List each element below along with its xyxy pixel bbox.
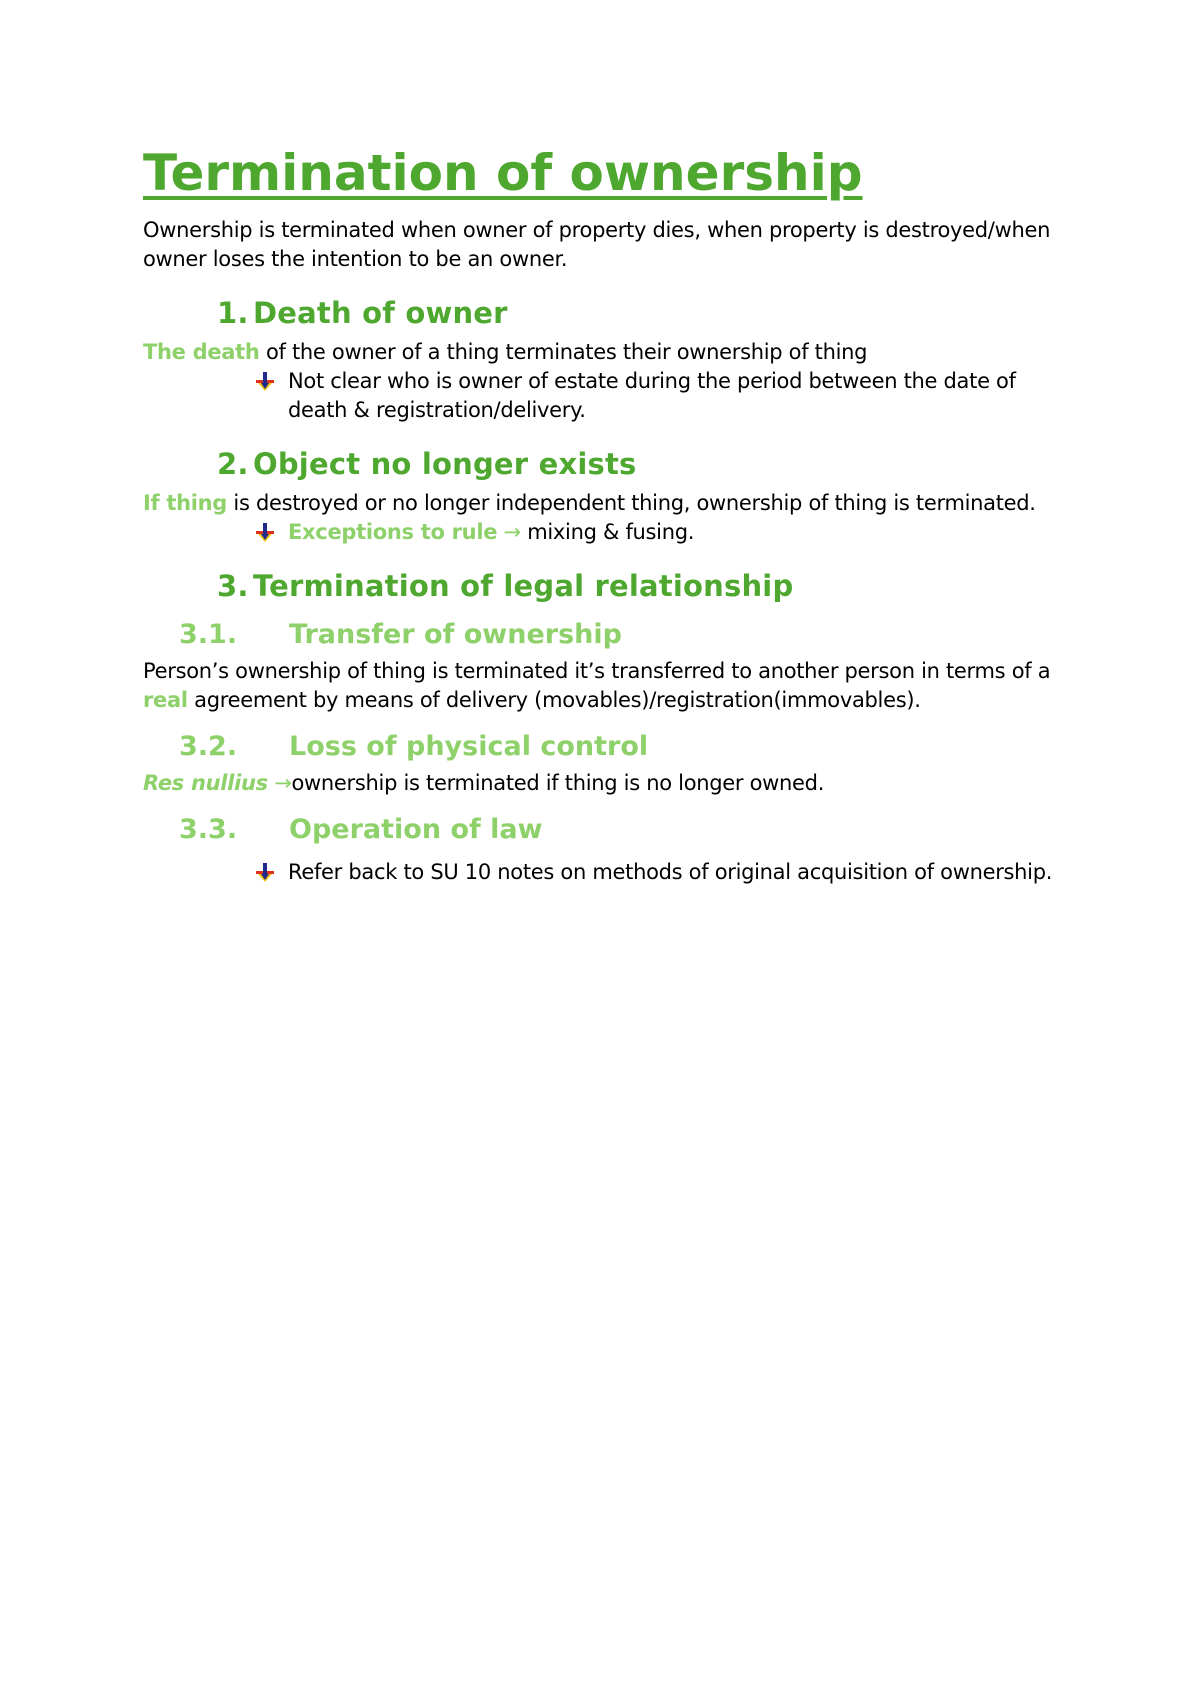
paragraph-text: agreement by means of delivery (movables)/registration(immovables). [187,688,921,712]
paragraph-text: ownership is terminated if thing is no longer owned. [291,771,825,795]
list-item [254,367,1080,425]
bullet-text: Refer back to SU 10 notes on methods of original acquisition of ownership. [288,860,1053,884]
subsection-3-1-paragraph [143,657,1080,715]
highlight-term: Res nullius [143,771,268,795]
subsection-number: 3.1. [179,619,238,650]
subsection-heading-text: Loss of physical control [289,731,649,762]
paragraph-text: Person’s ownership of thing is terminated it’s transferred to another person in terms of a [143,659,1051,683]
section-heading-object-no-longer-exists [217,447,1080,481]
highlight-term: If thing [143,491,228,515]
section-2-paragraph [143,489,1080,518]
intro-paragraph: Ownership is terminated when owner of property dies, when property is destroyed/when owner loses the intention to be an owner. [143,218,1051,271]
subsection-heading-loss-of-physical-control [179,731,1080,763]
section-heading-text: Object no longer exists [253,447,637,481]
down-arrow-bullet-icon [254,372,276,392]
section-heading-death-of-owner [217,296,1080,330]
section-1-paragraph [143,338,1080,367]
section-number: 1. [217,296,249,330]
highlight-term: real [143,688,188,712]
down-arrow-bullet-icon [254,863,276,883]
section-heading-text: Termination of legal relationship [253,569,794,603]
highlight-term: Exceptions to rule [288,520,498,544]
down-arrow-bullet-icon [254,523,276,543]
bullet-text: Not clear who is owner of estate during the period between the date of death & registration/delivery. [288,369,1016,422]
subsection-number: 3.2. [179,731,238,762]
paragraph-text: is destroyed or no longer independent thing, ownership of thing is terminated. [227,491,1036,515]
subsection-number: 3.3. [179,814,238,845]
section-number: 2. [217,447,249,481]
bullet-text: mixing & fusing. [527,520,695,544]
highlight-term: The death [143,340,260,364]
section-heading-text: Death of owner [253,296,508,330]
section-heading-termination-of-legal-relationship [217,569,1080,603]
right-arrow-glyph: → [497,520,528,544]
section-number: 3. [217,569,249,603]
subsection-heading-text: Operation of law [289,814,543,845]
document-title: Termination of ownership [143,144,863,202]
subsection-3-2-paragraph [143,769,1080,798]
paragraph-text: of the owner of a thing terminates their ownership of thing [259,340,868,364]
section-1-bullets [143,367,1080,425]
list-item [254,858,1080,887]
section-2-bullets [143,518,1080,547]
subsection-heading-text: Transfer of ownership [289,619,622,650]
subsection-heading-transfer-of-ownership [179,619,1080,651]
subsection-heading-operation-of-law [179,814,1080,846]
list-item [254,518,1080,547]
subsection-3-3-bullets [143,858,1080,887]
right-arrow-glyph: → [267,771,292,795]
